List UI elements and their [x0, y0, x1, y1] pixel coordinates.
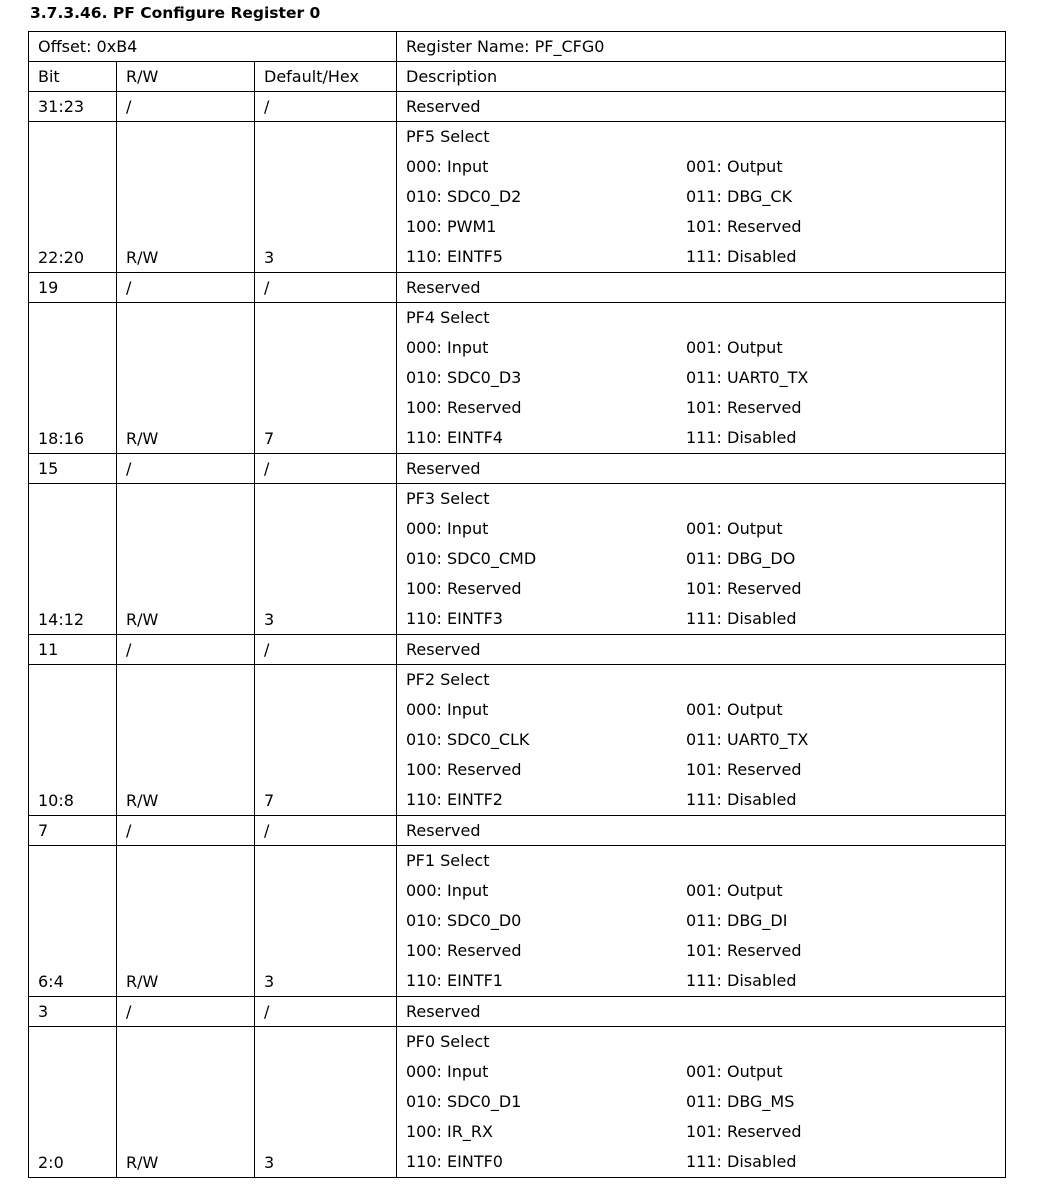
option-line	[406, 785, 1005, 815]
option-line	[406, 695, 1005, 725]
option-left: 010: SDC0_D3	[406, 368, 522, 387]
option-left: 010: SDC0_CMD	[406, 549, 537, 568]
description-cell: Reserved	[397, 635, 1006, 665]
default-cell: /	[255, 816, 397, 846]
field-select-title: PF2 Select	[406, 670, 490, 689]
option-right: 111: Disabled	[686, 247, 797, 266]
header-rw: R/W	[117, 62, 255, 92]
field-select-title: PF1 Select	[406, 851, 490, 870]
option-right: 101: Reserved	[686, 398, 802, 417]
option-left: 000: Input	[406, 157, 489, 176]
option-line	[406, 1087, 1005, 1117]
rw-cell: R/W	[117, 1027, 255, 1178]
rw-cell: /	[117, 816, 255, 846]
option-line	[406, 1117, 1005, 1147]
option-line	[406, 574, 1005, 604]
option-right: 101: Reserved	[686, 217, 802, 236]
default-cell: 7	[255, 665, 397, 816]
default-cell: 3	[255, 122, 397, 273]
option-left: 000: Input	[406, 519, 489, 538]
field-row	[29, 484, 1006, 635]
rw-cell: /	[117, 635, 255, 665]
option-line	[406, 363, 1005, 393]
option-line	[406, 876, 1005, 906]
option-right: 001: Output	[686, 157, 783, 176]
rw-cell: R/W	[117, 122, 255, 273]
option-left: 110: EINTF2	[406, 790, 503, 809]
field-row	[29, 1027, 1006, 1178]
header-row	[29, 62, 1006, 92]
bit-cell: 10:8	[29, 665, 117, 816]
default-cell: 7	[255, 303, 397, 454]
option-left: 100: Reserved	[406, 398, 522, 417]
field-select-title: PF3 Select	[406, 489, 490, 508]
field-select-title: PF0 Select	[406, 1032, 490, 1051]
description-cell: Reserved	[397, 454, 1006, 484]
option-line	[406, 212, 1005, 242]
rw-cell: /	[117, 454, 255, 484]
option-line	[406, 182, 1005, 212]
option-left: 100: Reserved	[406, 760, 522, 779]
option-left: 100: Reserved	[406, 579, 522, 598]
header-default: Default/Hex	[255, 62, 397, 92]
reserved-row	[29, 273, 1006, 303]
option-left: 000: Input	[406, 700, 489, 719]
field-row	[29, 303, 1006, 454]
rw-cell: /	[117, 997, 255, 1027]
option-left: 100: Reserved	[406, 941, 522, 960]
option-line	[406, 604, 1005, 634]
default-cell: /	[255, 273, 397, 303]
bit-cell: 22:20	[29, 122, 117, 273]
option-left: 010: SDC0_D0	[406, 911, 522, 930]
option-right: 001: Output	[686, 700, 783, 719]
default-cell: 3	[255, 484, 397, 635]
default-cell: 3	[255, 1027, 397, 1178]
option-right: 101: Reserved	[686, 760, 802, 779]
option-line	[406, 966, 1005, 996]
bit-cell: 14:12	[29, 484, 117, 635]
field-row	[29, 122, 1006, 273]
field-select-title: PF5 Select	[406, 127, 490, 146]
option-line	[406, 152, 1005, 182]
option-left: 110: EINTF1	[406, 971, 503, 990]
field-row	[29, 846, 1006, 997]
reserved-row	[29, 92, 1006, 122]
bit-cell: 15	[29, 454, 117, 484]
option-line	[406, 725, 1005, 755]
bit-cell: 11	[29, 635, 117, 665]
header-bit: Bit	[29, 62, 117, 92]
description-cell: Reserved	[397, 997, 1006, 1027]
field-row	[29, 665, 1006, 816]
description-cell: Reserved	[397, 273, 1006, 303]
option-right: 001: Output	[686, 881, 783, 900]
option-left: 110: EINTF4	[406, 428, 503, 447]
option-right: 111: Disabled	[686, 609, 797, 628]
rw-cell: /	[117, 273, 255, 303]
option-right: 101: Reserved	[686, 941, 802, 960]
default-cell: /	[255, 997, 397, 1027]
section-title: 3.7.3.46. PF Configure Register 0	[30, 4, 321, 22]
bit-cell: 6:4	[29, 846, 117, 997]
option-line	[406, 242, 1005, 272]
bit-cell: 19	[29, 273, 117, 303]
description-cell: Reserved	[397, 92, 1006, 122]
bit-cell: 2:0	[29, 1027, 117, 1178]
default-cell: 3	[255, 846, 397, 997]
description-cell	[397, 484, 1006, 635]
option-line	[406, 544, 1005, 574]
rw-cell: R/W	[117, 665, 255, 816]
option-left: 110: EINTF0	[406, 1152, 503, 1171]
default-cell: /	[255, 92, 397, 122]
option-left: 000: Input	[406, 338, 489, 357]
option-right: 011: DBG_MS	[686, 1092, 795, 1111]
option-left: 000: Input	[406, 881, 489, 900]
register-table	[28, 31, 1006, 1178]
option-right: 111: Disabled	[686, 1152, 797, 1171]
option-left: 100: IR_RX	[406, 1122, 493, 1141]
bit-cell: 3	[29, 997, 117, 1027]
option-right: 011: DBG_DI	[686, 911, 788, 930]
description-cell	[397, 303, 1006, 454]
rw-cell: R/W	[117, 846, 255, 997]
option-right: 101: Reserved	[686, 579, 802, 598]
option-line	[406, 393, 1005, 423]
option-line	[406, 906, 1005, 936]
offset-cell: Offset: 0xB4	[29, 32, 397, 62]
option-right: 101: Reserved	[686, 1122, 802, 1141]
bit-cell: 31:23	[29, 92, 117, 122]
option-right: 001: Output	[686, 519, 783, 538]
option-right: 011: DBG_DO	[686, 549, 796, 568]
description-cell	[397, 846, 1006, 997]
description-cell	[397, 665, 1006, 816]
option-right: 111: Disabled	[686, 971, 797, 990]
option-line	[406, 1147, 1005, 1177]
option-line	[406, 423, 1005, 453]
option-right: 111: Disabled	[686, 428, 797, 447]
reserved-row	[29, 635, 1006, 665]
option-left: 010: SDC0_D2	[406, 187, 522, 206]
description-cell	[397, 1027, 1006, 1178]
option-right: 001: Output	[686, 1062, 783, 1081]
option-left: 110: EINTF5	[406, 247, 503, 266]
option-left: 010: SDC0_D1	[406, 1092, 522, 1111]
option-right: 111: Disabled	[686, 790, 797, 809]
field-select-title: PF4 Select	[406, 308, 490, 327]
option-line	[406, 755, 1005, 785]
description-cell	[397, 122, 1006, 273]
reserved-row	[29, 997, 1006, 1027]
option-right: 011: DBG_CK	[686, 187, 793, 206]
option-right: 001: Output	[686, 338, 783, 357]
rw-cell: /	[117, 92, 255, 122]
reserved-row	[29, 816, 1006, 846]
rw-cell: R/W	[117, 484, 255, 635]
bit-cell: 18:16	[29, 303, 117, 454]
option-line	[406, 333, 1005, 363]
description-cell: Reserved	[397, 816, 1006, 846]
bit-cell: 7	[29, 816, 117, 846]
option-left: 000: Input	[406, 1062, 489, 1081]
register-info-row	[29, 32, 1006, 62]
option-right: 011: UART0_TX	[686, 730, 809, 749]
option-left: 010: SDC0_CLK	[406, 730, 530, 749]
rw-cell: R/W	[117, 303, 255, 454]
header-description: Description	[397, 62, 1006, 92]
default-cell: /	[255, 454, 397, 484]
option-line	[406, 514, 1005, 544]
option-line	[406, 936, 1005, 966]
register-name-cell: Register Name: PF_CFG0	[397, 32, 1006, 62]
option-right: 011: UART0_TX	[686, 368, 809, 387]
option-line	[406, 1057, 1005, 1087]
default-cell: /	[255, 635, 397, 665]
option-left: 110: EINTF3	[406, 609, 503, 628]
option-left: 100: PWM1	[406, 217, 497, 236]
reserved-row	[29, 454, 1006, 484]
